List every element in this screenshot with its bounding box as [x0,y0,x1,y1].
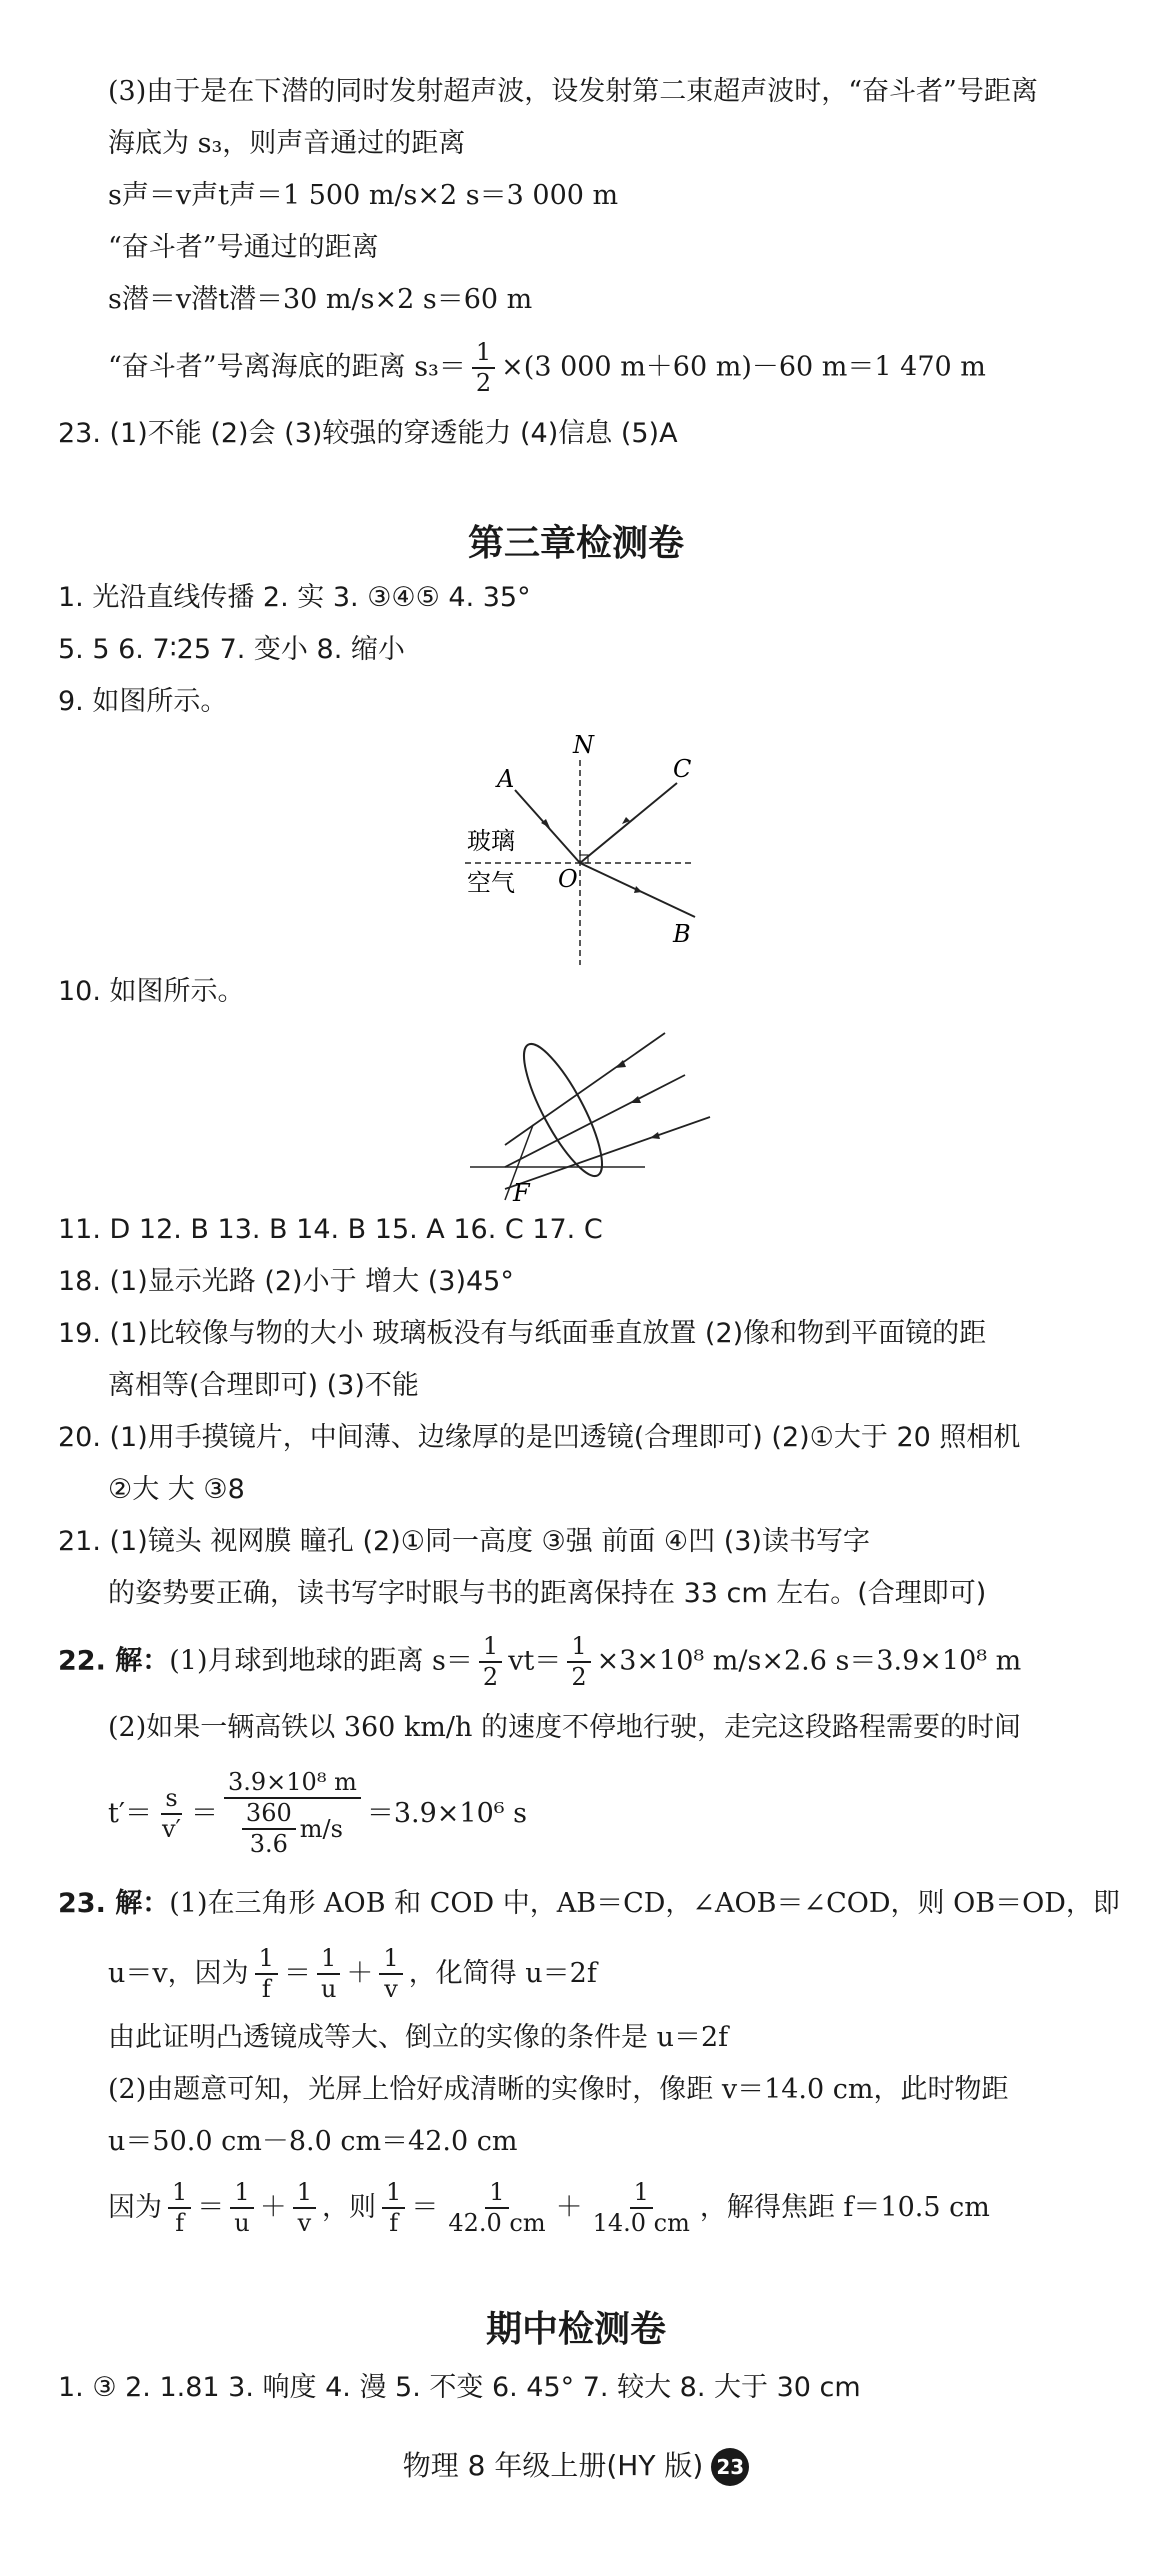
ch3-line7: 19. (1)比较像与物的大小 玻璃板没有与纸面垂直放置 (2)像和物到平面镜的距 [58,1318,987,1349]
page-footer [0,2448,1152,2486]
q22-line2: (2)如果一辆高铁以 360 km/h 的速度不停地行驶，走完这段路程需要的时间 [108,1712,1021,1743]
page-number-badge: 23 [711,2448,749,2486]
ray-3 [505,1117,710,1189]
ch3-line2: 5. 5 6. 7∶25 7. 变小 8. 缩小 [58,634,405,665]
ch3-line5: 11. D 12. B 13. B 14. B 15. A 16. C 17. C [58,1214,603,1245]
prev-p3-line6: “奋斗者”号离海底的距离 s₃＝ $\frac{1}{2}$ ×(3 000 m＋60 m)－60 m＝1 470 m [108,338,986,398]
prev-p3-line2: 海底为 s₃，则声音通过的距离 [108,128,466,159]
q23-line4: (2)由题意可知，光屏上恰好成清晰的实像时，像距 v＝14.0 cm，此时物距 [108,2074,1009,2105]
label-C: C [673,755,692,783]
label-N: N [573,735,594,759]
q23-line2: u＝v，因为 $\frac{1}{f}$ ＝ $\frac{1}{u}$ ＋ $\frac{1}{v}$ ，化简得 u＝2f [108,1944,597,2004]
ch3-line9: 20. (1)用手摸镜片，中间薄、边缘厚的是凹透镜(合理即可) (2)①大于 20 照相机 [58,1422,1021,1453]
label-F: F [513,1179,530,1205]
ray-1 [505,1033,665,1145]
q22-line3: t′＝ $\frac{s}{v'}$ ＝ 3.9×10⁸ m $\frac{360}{3.6}$ m/s ＝3.9×10⁶ s [108,1768,528,1859]
label-O: O [558,865,578,893]
concave-lens [511,1035,616,1184]
chapter3-title: 第三章检测卷 [467,523,684,564]
footer-text: 物理 8 年级上册(HY 版) [402,2449,704,2482]
prev-p3-line1: (3)由于是在下潜的同时发射超声波，设发射第二束超声波时，“奋斗者”号距离 [108,76,1038,107]
ray-OC [580,783,677,863]
ch3-line12: 的姿势要正确，读书写字时眼与书的距离保持在 33 cm 左右。(合理即可) [108,1578,987,1609]
fraction: $\frac{1}{2}$ [479,1634,502,1690]
prev-p3-line4: “奋斗者”号通过的距离 [108,232,379,263]
midterm-line1: 1. ③ 2. 1.81 3. 响度 4. 漫 5. 不变 6. 45° 7. 较大 8. 大于 30 cm [58,2372,861,2403]
ch3-line11: 21. (1)镜头 视网膜 瞳孔 (2)①同一高度 ③强 前面 ④凹 (3)读书写字 [58,1526,870,1557]
q23-line6: 因为 $\frac{1}{f}$ ＝ $\frac{1}{u}$ ＋ $\frac{1}{v}$ ，则 $\frac{1}{f}$ ＝ $\frac{1}{42.0 cm}$ ＋ $\frac{1}{14.0 cm}$ ，解得焦距 f＝10.5 cm [108,2178,990,2238]
fraction-half: $\frac{1}{2}$ [472,340,495,396]
q22-line1: 22. 解：(1)月球到地球的距离 s＝ $\frac{1}{2}$ vt＝ $\frac{1}{2}$ ×3×10⁸ m/s×2.6 s＝3.9×10⁸ m [58,1632,1022,1692]
figure-9-refraction [455,735,755,975]
ch3-line1: 1. 光沿直线传播 2. 实 3. ③④⑤ 4. 35° [58,582,531,613]
ch3-line3: 9. 如图所示。 [58,686,228,717]
fraction-compound: 3.9×10⁸ m $\frac{360}{3.6}$ m/s [224,1770,361,1858]
arrow-ray-3 [650,1132,660,1139]
fraction: $\frac{1}{2}$ [567,1634,590,1690]
q23-line3: 由此证明凸透镜成等大、倒立的实像的条件是 u＝2f [108,2022,729,2053]
label-air: 空气 [467,869,515,897]
label-A: A [497,765,515,793]
prev-q23-answer: 23. (1)不能 (2)会 (3)较强的穿透能力 (4)信息 (5)A [58,418,678,449]
label-glass: 玻璃 [467,827,515,855]
ch3-line8: 离相等(合理即可) (3)不能 [108,1370,419,1401]
q23-line5: u＝50.0 cm－8.0 cm＝42.0 cm [108,2126,518,2157]
figure-10-lens [465,1025,725,1205]
ch3-line10: ②大 大 ③8 [108,1474,245,1505]
prev-p3-line3: s声＝v声t声＝1 500 m/s×2 s＝3 000 m [108,180,619,211]
label-B: B [673,920,691,948]
prev-p3-line5: s潜＝v潜t潜＝30 m/s×2 s＝60 m [108,284,533,315]
ch3-line4: 10. 如图所示。 [58,976,245,1007]
ch3-line6: 18. (1)显示光路 (2)小于 增大 (3)45° [58,1266,514,1297]
arrow-ray-2 [630,1096,641,1103]
q23-line1: 23. 解：(1)在三角形 AOB 和 COD 中，AB＝CD，∠AOB＝∠COD，则 OB＝OD，即 [58,1888,1120,1919]
fraction-s-over-v: $\frac{s}{v'}$ [161,1783,181,1843]
arrow-OB [634,886,642,893]
midterm-title: 期中检测卷 [485,2309,666,2350]
